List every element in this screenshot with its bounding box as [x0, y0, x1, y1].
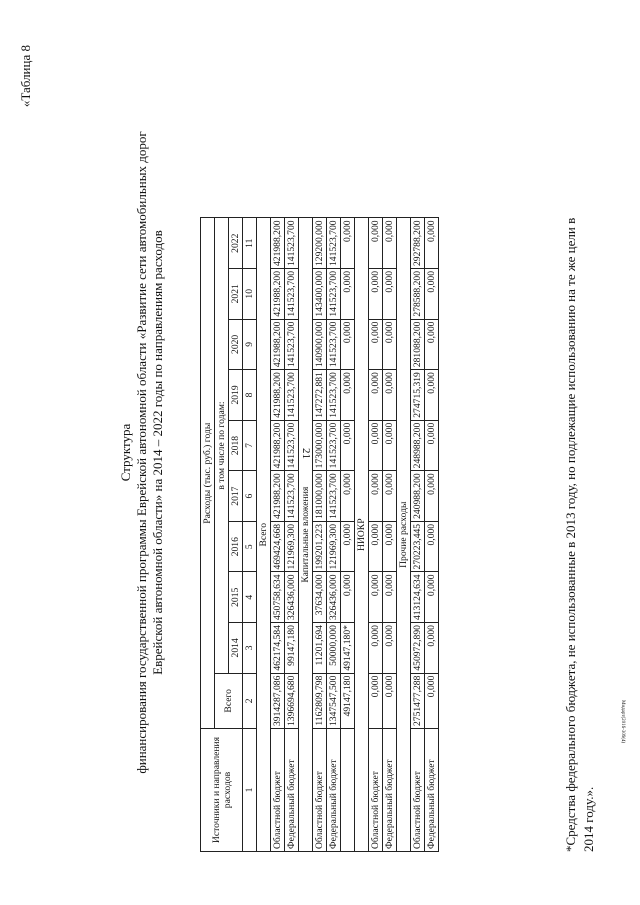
table-cell: 140900,000 — [313, 319, 327, 370]
table-cell: 281088,200 — [411, 319, 425, 370]
table-cell: 0,000 — [341, 572, 355, 623]
table-cell: 0,000 — [341, 269, 355, 320]
table-cell: 0,000 — [369, 623, 383, 674]
table-cell: 0,000 — [383, 521, 397, 572]
table-cell: 1347547,500 — [327, 673, 341, 728]
table-cell: 462174,584 — [271, 623, 285, 674]
table-cell: 0,000 — [425, 521, 439, 572]
table-cell: 173000,000 — [313, 420, 327, 471]
table-cell: 0,000 — [369, 521, 383, 572]
section-title: Капитальные вложения — [299, 218, 313, 852]
table-cell: 421988,200 — [271, 471, 285, 522]
table-cell: 141523,700 — [327, 420, 341, 471]
table-cell: 147272,881 — [313, 370, 327, 421]
table-cell: 37634,000 — [313, 572, 327, 623]
header-year: 2021 — [229, 269, 243, 320]
document-marker: Мидарт(2016-309(4) — [620, 700, 625, 744]
table-cell: 0,000 — [383, 420, 397, 471]
table-cell: 141523,700 — [285, 420, 299, 471]
column-number: 3 — [243, 623, 257, 674]
table-cell: 121969,300 — [285, 521, 299, 572]
table-row — [313, 218, 327, 852]
footnote: *Средства федерального бюджета, не использованные в 2013 году, но подлежащие использованию на те же цели в 2014 году.». — [563, 217, 596, 852]
table-cell: 270223,445 — [411, 521, 425, 572]
table-row — [285, 218, 299, 852]
table-cell: 0,000 — [425, 420, 439, 471]
column-number: 8 — [243, 370, 257, 421]
title-line: Еврейской автономной области» на 2014 – 2022 годы по направлениям расходов — [150, 230, 165, 675]
header-year: 2016 — [229, 521, 243, 572]
table-cell: 0,000 — [425, 269, 439, 320]
row-label: Федеральный бюджет — [327, 729, 341, 852]
table-cell: 141523,700 — [285, 218, 299, 269]
financing-table — [200, 217, 439, 852]
table-cell: 199201,223 — [313, 521, 327, 572]
row-label — [341, 729, 355, 852]
header-year: 2017 — [229, 471, 243, 522]
section-title: Всего — [257, 218, 271, 852]
table-cell: 0,000 — [425, 218, 439, 269]
table-row — [271, 218, 285, 852]
row-label: Федеральный бюджет — [383, 729, 397, 852]
section-row — [257, 218, 271, 852]
table-cell: 11201,694 — [313, 623, 327, 674]
table-cell: 274715,319 — [411, 370, 425, 421]
column-number: 6 — [243, 471, 257, 522]
table-cell: 0,000 — [341, 471, 355, 522]
table-cell: 248988,200 — [411, 420, 425, 471]
header-year: 2018 — [229, 420, 243, 471]
page-number: 21 — [300, 448, 312, 459]
table-cell: 49147,180 — [341, 673, 355, 728]
table-cell: 0,000 — [369, 269, 383, 320]
table-cell: 0,000 — [383, 471, 397, 522]
header-expenses: Расходы (тыс. руб.) годы — [201, 218, 215, 729]
table-cell: 2751477,288 — [411, 673, 425, 728]
table-cell: 181000,000 — [313, 471, 327, 522]
column-index-row — [243, 218, 257, 852]
table-cell: 141523,700 — [285, 319, 299, 370]
row-label: Федеральный бюджет — [425, 729, 439, 852]
table-cell: 141523,700 — [285, 471, 299, 522]
table-cell: 413124,634 — [411, 572, 425, 623]
table-cell: 0,000 — [369, 370, 383, 421]
row-label: Областной бюджет — [313, 729, 327, 852]
column-number: 2 — [243, 673, 257, 728]
table-cell: 0,000 — [369, 673, 383, 728]
table-cell: 421988,200 — [271, 370, 285, 421]
table-cell: 141523,700 — [327, 218, 341, 269]
table-row — [411, 218, 425, 852]
table-cell: 0,000 — [425, 370, 439, 421]
table-cell: 278588,200 — [411, 269, 425, 320]
table-cell: 143400,000 — [313, 269, 327, 320]
header-year: 2020 — [229, 319, 243, 370]
header-source: Источники и направления расходов — [201, 729, 243, 852]
table-cell: 0,000 — [383, 218, 397, 269]
section-title: Прочие расходы — [397, 218, 411, 852]
table-cell: 421988,200 — [271, 420, 285, 471]
table-cell: 141523,700 — [327, 269, 341, 320]
column-number: 7 — [243, 420, 257, 471]
column-number: 1 — [243, 729, 257, 852]
title-line: финансирования государственной программы Еврейской автономной области «Развитие сети автомобильных дорог — [134, 131, 149, 774]
table-row — [383, 218, 397, 852]
table-cell: 141523,700 — [285, 370, 299, 421]
table-cell: 121969,300 — [327, 521, 341, 572]
table-cell: 450972,890 — [411, 623, 425, 674]
column-number: 10 — [243, 269, 257, 320]
section-title: НИОКР — [355, 218, 369, 852]
table-cell: 0,000 — [369, 319, 383, 370]
table-cell: 0,000 — [425, 319, 439, 370]
table-cell: 0,000 — [341, 370, 355, 421]
row-label: Областной бюджет — [411, 729, 425, 852]
table-cell: 469424,668 — [271, 521, 285, 572]
table-row — [425, 218, 439, 852]
table-cell: 421988,200 — [271, 269, 285, 320]
header-year: 2015 — [229, 572, 243, 623]
table-cell: 0,000 — [341, 420, 355, 471]
row-label: Федеральный бюджет — [285, 729, 299, 852]
column-number: 11 — [243, 218, 257, 269]
table-cell: 0,000 — [383, 673, 397, 728]
column-number: 9 — [243, 319, 257, 370]
table-cell: 0,000 — [383, 319, 397, 370]
section-row — [299, 218, 313, 852]
table-row — [327, 218, 341, 852]
table-cell: 3914287,086 — [271, 673, 285, 728]
table-cell: 0,000 — [425, 572, 439, 623]
table-cell: 421988,200 — [271, 319, 285, 370]
table-cell: 0,000 — [383, 370, 397, 421]
document-title — [118, 0, 166, 905]
table-cell: 0,000 — [369, 471, 383, 522]
table-cell: 141523,700 — [327, 370, 341, 421]
table-cell: 0,000 — [383, 269, 397, 320]
header-year: 2022 — [229, 218, 243, 269]
table-cell: 129200,000 — [313, 218, 327, 269]
table-cell: 0,000 — [383, 572, 397, 623]
table-cell: 141523,700 — [327, 319, 341, 370]
table-cell: 141523,700 — [285, 269, 299, 320]
table-cell: 0,000 — [425, 623, 439, 674]
table-cell: 240988,200 — [411, 471, 425, 522]
table-cell: 141523,700 — [327, 471, 341, 522]
table-row — [369, 218, 383, 852]
section-row — [355, 218, 369, 852]
table-cell: 326436,000 — [285, 572, 299, 623]
header-total: Всего — [215, 673, 243, 728]
table-caption: «Таблица 8 — [18, 45, 33, 108]
row-label: Областной бюджет — [271, 729, 285, 852]
table-cell: 0,000 — [369, 572, 383, 623]
table-cell: 0,000 — [369, 420, 383, 471]
table-cell: 99147,180 — [285, 623, 299, 674]
table-cell: 0,000 — [341, 319, 355, 370]
title-line: Структура — [118, 423, 133, 482]
table-cell: 1162809,798 — [313, 673, 327, 728]
table-cell: 0,000 — [425, 673, 439, 728]
table-cell: 0,000 — [369, 218, 383, 269]
section-row — [397, 218, 411, 852]
table-cell: 450758,634 — [271, 572, 285, 623]
header-year: 2019 — [229, 370, 243, 421]
column-number: 5 — [243, 521, 257, 572]
table-cell: 1396694,680 — [285, 673, 299, 728]
table-cell: 0,000 — [341, 521, 355, 572]
row-label: Областной бюджет — [369, 729, 383, 852]
table-body — [257, 218, 439, 852]
table-cell: 0,000 — [341, 218, 355, 269]
table-cell: 326436,000 — [327, 572, 341, 623]
table-cell: 0,000 — [383, 623, 397, 674]
table-cell: 0,000 — [425, 471, 439, 522]
column-number: 4 — [243, 572, 257, 623]
header-year: 2014 — [229, 623, 243, 674]
table-cell: 49147,180* — [341, 623, 355, 674]
table-cell: 421988,200 — [271, 218, 285, 269]
table-cell: 292788,200 — [411, 218, 425, 269]
header-including: в том числе по годам: — [215, 218, 229, 673]
table-row — [341, 218, 355, 852]
table-cell: 50000,000 — [327, 623, 341, 674]
